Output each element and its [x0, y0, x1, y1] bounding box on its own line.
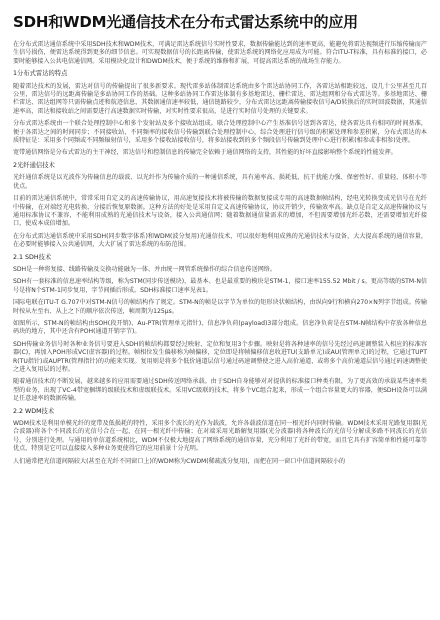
section-heading: 2.1 SDH技术: [13, 253, 52, 261]
paragraph: 目前的雷达通信系统中，常常采用自定义的高速传输协议，用高速复接技术将被传输的数据复接成专用的高速数据帧结构，经电光转换变成光信号在光纤中传输，在对端经光电转换、分接后恢复原数据。这种方法的好处是采用自定义高速传输协议，协议开销少，传输效率高。缺点是自定义高速传输协议与通用标准协议不兼容，不能利用成熟的光通信技术与设备，接入公共通信网；随着数据通信量需求的增加，不但需要增加光纤芯数，还需要增加光纤接口，使成本成倍增加。: [13, 195, 427, 228]
section-heading: 1分布式雷达的特点: [13, 70, 68, 78]
paragraph: 国际电联在ITU-T G.707中对STM-N信号的帧结构作了规定。STM-N的帧是以字节为单位的矩形块状帧结构，由纵向9行和横向270×N列字节组成。传输时按从左至右、从上之下的顺序依次传送，帧周期为125μs。: [13, 299, 427, 315]
paragraph-intro: 在分布式雷达通信系统中采用SDH技术和WDM技术，可满足雷达系统信号实时性要求，数据传输能达到的速率更高，能避免将雷达视频进行压缩传输而产生信号损伤，便雷达系统得到更多的细节信息。可实现数据信号的长距离传输，使雷达系统的网络化应用成为可能。符合ITU-T标准，具有标准的接口，必要时能够接入公共电信通信网。采用模块化设计和DWDM技术，便于系统的维修和扩展，可提高雷达系统的战场生存能力。: [13, 41, 427, 65]
paragraph: 光纤通信系统是以光波作为传输信息的载波、以光纤作为传输介质的一种通信系统，具有通率高、损耗低、抗干扰能力强、保密性好、重量轻、体积小等优点。: [13, 174, 427, 190]
paragraph: 宽带通信网络是分布式雷达的主干神经，雷达信号和控制信息的传输完全依赖于通信网络的支持，其性能的好坏直接影响整个系统的性能发挥。: [13, 149, 397, 157]
document-title: SDH和WDM光通信技术在分布式雷达系统中的应用: [13, 13, 358, 31]
paragraph: SDH有一套标准的信息速率结构等级，称为STM(同步传送模块)，最基本、也是最重要的模块是STM-1，接口速率155.52 Mbit / s。更高等级的STM-N信号是将N个STM-1同步复用，字节间插后形成。SDH标准接口速率见表1。: [13, 278, 427, 294]
paragraph: SDH是一种将复接、线路传输及交换功能融为一体、并由统一网管系统操作的综合信息传送网络。: [13, 265, 276, 273]
paragraph: 随着雷达技术的发展，雷达对信号的传输提出了很多新要求。现代雷多站体制雷达系统由多个雷达站协同工作，各雷达站相距较远，设几十公里甚至几百公里，雷达信号的远距离传输是多站协同工作的基础。这种多站协同工作雷达体制有多基地雷达、栅栏雷达、雷达组网和分布式雷达等。多基地雷达、栅栏雷达、雷达组网等只需传输点迹和航迹信息，其数据通信速率较低，通信链路较少，分布式雷达远距离传输接收信号A/D转换后的实时回波数据，其通信速率高，雷达和接收站之间需要进行高速数据实时传输，对实时性要求很高，是进行实时信号处理的关键要求。: [13, 82, 427, 115]
paragraph: WDM技术是利用单模光纤的宽带及低损耗的特性，采用多个波长的光作为载波，允许各载波信道在同一根光纤内同时传输。WDM技术采用光路复用器(光合波器)将各个不同波长的光信号合在一起，在同一根光纤中传输；在对端采用光路解复用器(光分波器)将各种波长的光信号分解成多路不同波长的光信号，分别进行处理。与通用的单信道系统相比，WDM不仅极大地提高了网络系统的通信容量，充分利用了光纤的带宽，而且它具有扩容简单和性能可靠等优点，特别是它可以直接接入多种业务更使得它的应用前景十分光明。: [13, 420, 427, 453]
paragraph: SDH传输业务信号时各种业务信号要进入SDH的帧结构都要经过映射、定位和复用3个步骤。映射是将各种速率的信号先经过码速调整装入相应的标准容器(C)，再加入POH形成VC(虚容器)的过程。帧相位发生偏移称为帧偏移，定位即是将帧偏移信息收进TU(支路单元)或AU(管理单元)的过程，它通过TUPTR(TU指针)或AUPTR(管理指针)的功能来实现。复用则是将多个低价通道层信号通过码速调整使之进入高价通道，或将多个高价通道层信号通过码速调整使之进入复用层的过程。: [13, 340, 427, 373]
paragraph: 随着通信技术的不断发展，越来越多的应用需要通过SDH传送网络承载。由于SDH自身能够对对提供的标准接口种类有限，为了更高效的承载某些速率类型的业务，出现了VC-4带宽捆绑的级联技术和虚级联技术。采用VC级联的技术，将多个VC组合起来，形成一个组合容量更大的容器，便SDH设备可以满足任意速率的数据传输。: [13, 378, 427, 403]
paragraph: 如图所示，STM-N的帧结构由SOH(段开销)、Au-PTR(管理单元指针)、信息净负荷(payload)3部分组成。信息净负荷是在STM-N帧结构中存放各种信息码块的地方，其中还含有POH(通道开销字节)。: [13, 319, 427, 336]
section-heading: 2.2 WDM技术: [13, 407, 55, 415]
document-body: [13, 41, 427, 466]
paragraph: 分布式雷达系统由一个联合处理控制中心和多个发射站及多个接收站组成。联合处理控制中心产生基准信号送到各雷达，使各雷达具有相同的时间基准，便于各雷达之间的时间同步；不同接收站，不同频率的接收信号传输到联合处理控制中心，综合处理进行信号级的积累处理和参差积累，分布式雷达的本质特征是：采用多个同频或不同频辐射信号，采用多个接收站接收信号，将多站接收到的多个频段信号传输到处理中心进行积累(相参或非相参)处理。: [13, 120, 427, 145]
paragraph: 人们通常把光信道间隔较大(甚至在光纤不同窗口上)的WDM称为CWDM(稀疏波分复用)，而把在同一窗口中信道间隔较小的: [13, 457, 346, 465]
paragraph: 在分布式雷达通信系统中采用SDH(同步数字体系)和WDM(波分复用)光通信技术，可以很好地利用成熟的光通信技术与设备，大大提高系统的通信容量，在必要时能够接入公共通信网，大大扩展了雷达系统的布防范围。: [13, 232, 427, 249]
section-heading: 2光纤通信技术: [13, 161, 55, 169]
